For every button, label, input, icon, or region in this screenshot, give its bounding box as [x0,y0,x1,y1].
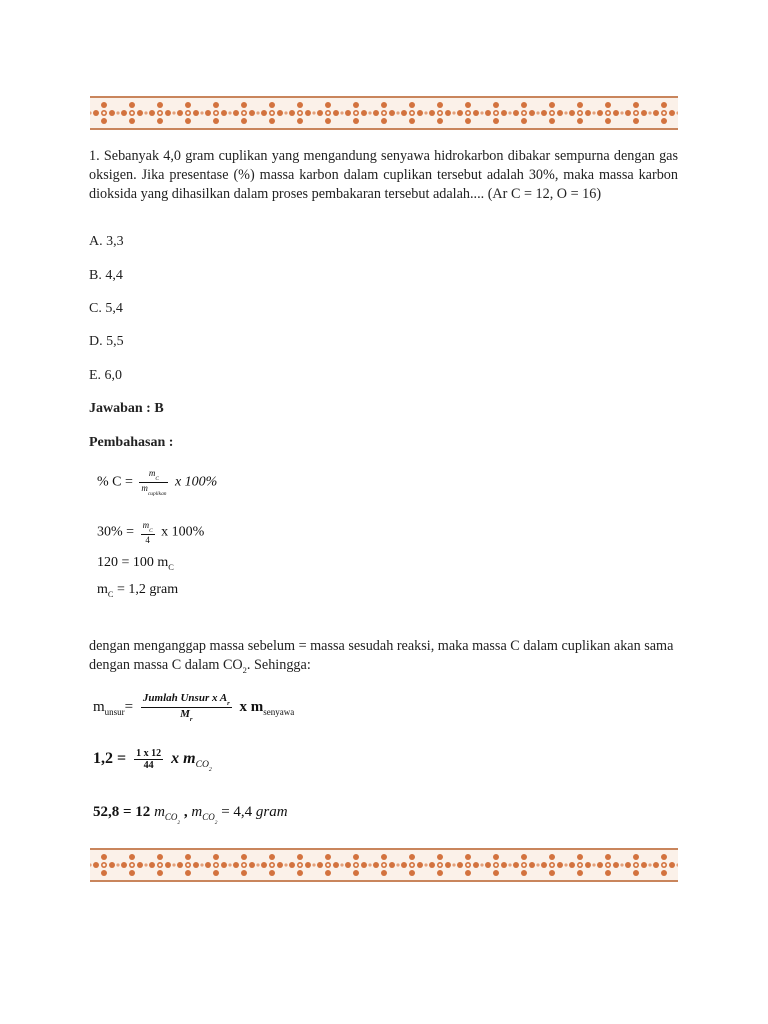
formula-m-unsur: $m_{unsur}=$ $\frac{Jumlah Unsur x A_r}{M_r}$ x $m_{senyawa}$ [93,692,295,723]
option-e: E. 6,0 [89,368,123,383]
formula-120: 120 = 100 $m_C$ [97,555,174,572]
decorative-border-bottom [90,848,678,882]
answer: Jawaban : B [89,401,164,416]
formula-mass-c: $m_C = 1,2$ gram [97,582,179,599]
question-text: 1. Sebanyak 4,0 gram cuplikan yang mengandung senyawa hidrokarbon dibakar sempurna dengan gas oksigen. Jika presentase (%) massa karbon dalam cuplikan tersebut adalah 30%, maka massa karbon dioksida yang dihasilkan dalam proses pembakaran tersebut adalah.... (Ar C = 12, O = 16) [89,148,678,202]
formula-52-8: 52,8 = 12 $m_{CO_2}$ , $m_{CO_2} = 4,4$ gram [93,804,288,826]
option-d: D. 5,5 [89,334,124,349]
floral-pattern [90,98,678,128]
option-a: A. 3,3 [89,234,124,249]
formula-percent-c: % C = $\frac{m_C}{m_{cuplikan}}$ x 100% [97,468,218,497]
option-b: B. 4,4 [89,268,123,283]
formula-1-2: 1,2 = $\frac{1 x 12}{44}$ x $m_{CO_2}$ [93,748,212,774]
explanation-text: dengan menganggap massa sebelum = massa sesudah reaksi, maka massa C dalam cuplikan akan sama dengan massa C dalam $CO_2$. Sehingga: [89,638,674,675]
floral-pattern [90,850,678,880]
discussion-heading: Pembahasan : [89,435,174,450]
formula-thirty-percent: 30% = $\frac{m_C}{4}$ x 100% [97,520,205,545]
decorative-border-top [90,96,678,130]
option-c: C. 5,4 [89,301,123,316]
